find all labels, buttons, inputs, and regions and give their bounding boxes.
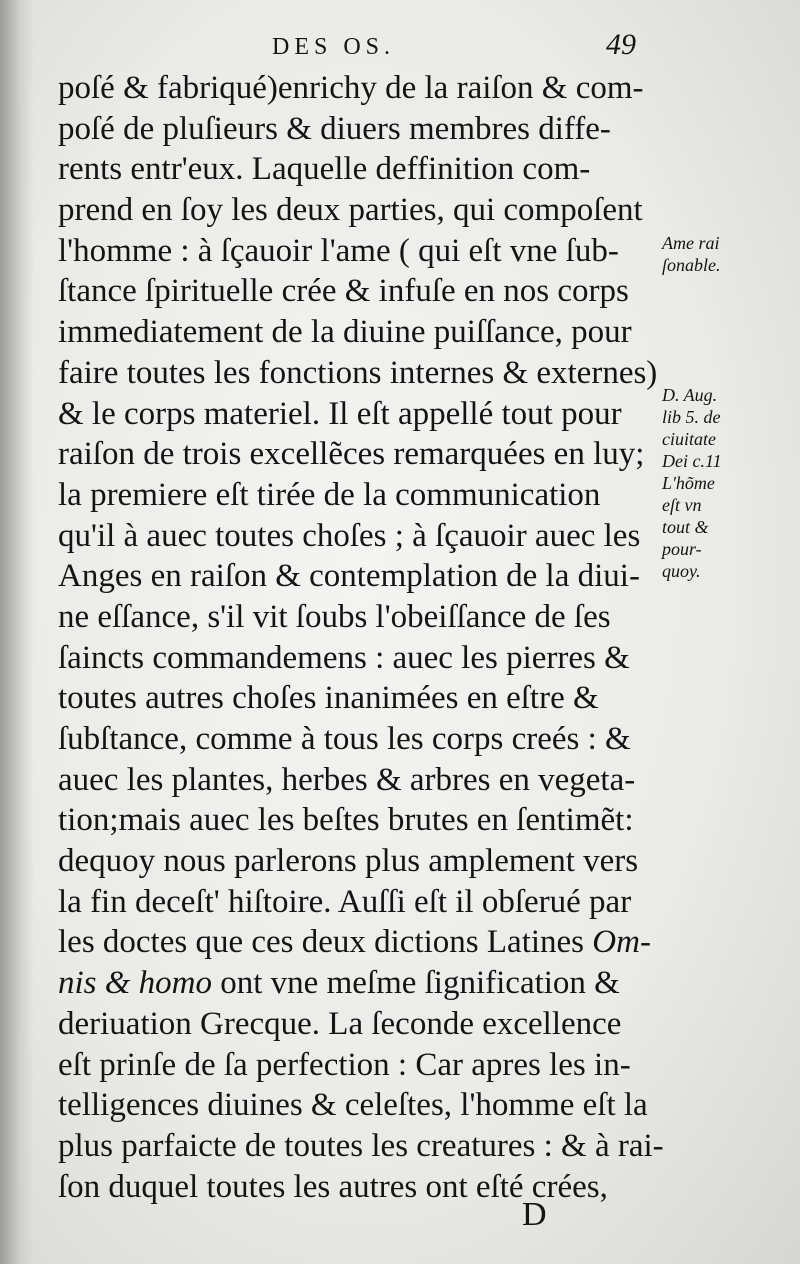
margin-note-line: Dei c.11 xyxy=(662,451,722,471)
text-line: faire toutes les fonctions internes & externes) xyxy=(58,354,658,391)
margin-note-line: tout & xyxy=(662,517,709,537)
running-head: DES OS. xyxy=(272,34,396,60)
text-line: prend en ſoy les deux parties, qui compoſent xyxy=(58,192,643,229)
body-text xyxy=(58,68,664,1207)
text-line: ſon duquel toutes les autres ont eſté crées, xyxy=(58,1168,608,1205)
italic-word: Om- xyxy=(592,924,651,961)
text-line: immediatement de la diuine puiſſance, pour xyxy=(58,314,632,351)
gutter-shadow xyxy=(0,0,34,1264)
margin-note-line: lib 5. de xyxy=(662,407,721,427)
margin-note-line: pour- xyxy=(662,539,702,559)
text-line: ſaincts commandemens : auec les pierres & xyxy=(58,639,630,676)
text-line: la premiere eſt tirée de la communication xyxy=(58,476,601,513)
text-line: raiſon de trois excellẽces remarquées en luy; xyxy=(58,436,645,473)
text-line: auec les plantes, herbes & arbres en vegeta- xyxy=(58,761,636,798)
margin-note-augustine xyxy=(662,384,794,582)
margin-note-line: ciuitate xyxy=(662,429,716,449)
text-line: plus parfaicte de toutes les creatures : & à rai- xyxy=(58,1127,664,1164)
margin-note-line: D. Aug. xyxy=(662,385,718,405)
text-line: Anges en raiſon & contemplation de la diui- xyxy=(58,558,640,595)
text-line: dequoy nous parlerons plus amplement vers xyxy=(58,843,639,880)
text-segment: ont vne meſme ſignification & xyxy=(220,965,620,1002)
margin-note-line: Ame rai xyxy=(662,233,720,253)
text-line: toutes autres choſes inanimées en eſtre & xyxy=(58,680,599,717)
text-line: & le corps materiel. Il eſt appellé tout pour xyxy=(58,395,622,432)
margin-note-line: ſonable. xyxy=(662,255,721,275)
text-line xyxy=(58,963,664,1004)
italic-phrase: nis & homo xyxy=(58,965,213,1002)
text-line: tion;mais auec les beſtes brutes en ſentimẽt: xyxy=(58,802,634,839)
text-line: poſé de pluſieurs & diuers membres diffe- xyxy=(58,110,611,147)
text-line xyxy=(58,922,664,963)
text-line: poſé & fabriqué)enrichy de la raiſon & com- xyxy=(58,70,644,106)
margin-note-ame xyxy=(662,232,794,276)
text-line: ſubſtance, comme à tous les corps creés : & xyxy=(58,721,631,757)
margin-note-line: quoy. xyxy=(662,561,701,581)
text-line: la fin deceſt' hiſtoire. Auſſi eſt il obſerué par xyxy=(58,883,632,920)
text-line: deriuation Grecque. La ſeconde excellence xyxy=(58,1005,622,1042)
text-segment: les doctes que ces deux dictions Latines xyxy=(58,924,585,961)
margin-note-line: eſt vn xyxy=(662,495,702,515)
signature-mark: D xyxy=(522,1196,547,1233)
text-line: qu'il à auec toutes choſes ; à ſçauoir auec les xyxy=(58,517,641,554)
page-number: 49 xyxy=(606,28,636,61)
text-line: rents entr'eux. Laquelle deffinition com- xyxy=(58,151,591,188)
text-line: l'homme : à ſçauoir l'ame ( qui eſt vne ſub- xyxy=(58,232,619,269)
text-line: ne eſſance, s'il vit ſoubs l'obeiſſance de ſes xyxy=(58,598,611,635)
text-line: ſtance ſpirituelle crée & infuſe en nos corps xyxy=(58,273,629,310)
margin-note-line: L'hõme xyxy=(662,473,715,493)
text-line: eſt prinſe de ſa perfection : Car apres les in- xyxy=(58,1046,631,1083)
text-line: telligences diuines & celeſtes, l'homme eſt la xyxy=(58,1087,648,1124)
